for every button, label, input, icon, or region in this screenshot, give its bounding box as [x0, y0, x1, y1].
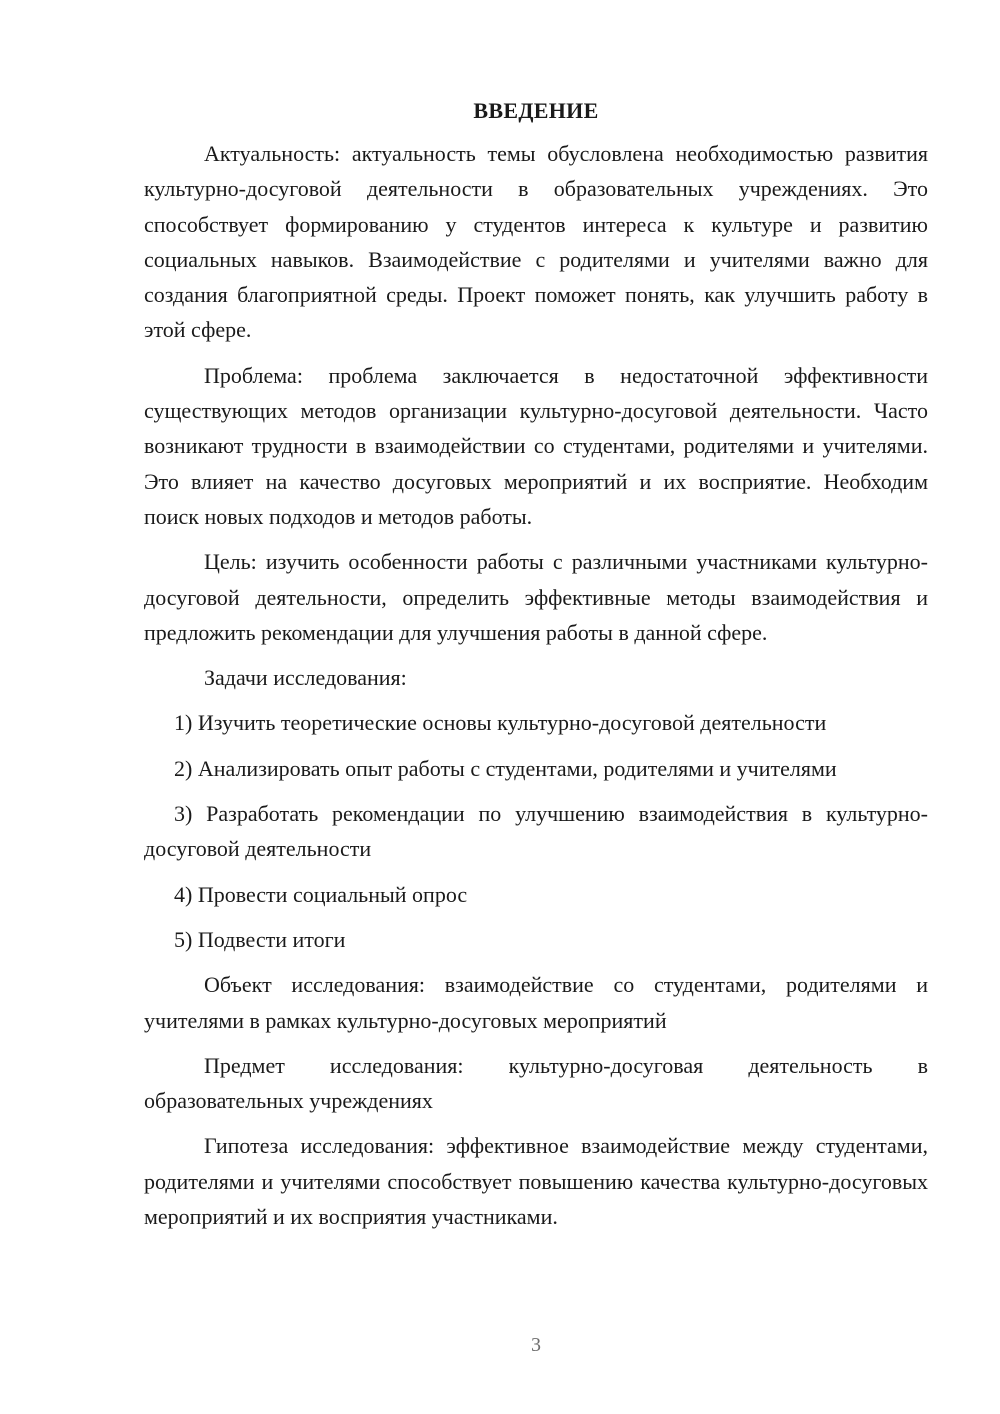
relevance-paragraph: Актуальность: актуальность темы обусловлена необходимостью развития культурно-досуговой деятельности в образовательных учреждениях. Это способствует формированию у студентов интереса к культуре и развитию социальных навыков. Взаимодействие с родителями и учителями важно для создания благоприятной среды. Проект поможет понять, как улучшить работу в этой сфере.: [144, 141, 928, 343]
task-item-2: 2) Анализировать опыт работы с студентами, родителями и учителями: [174, 755, 837, 781]
section-heading: ВВЕДЕНИЕ: [473, 98, 599, 123]
task-item-5: 5) Подвести итоги: [174, 926, 346, 952]
tasks-title: Задачи исследования:: [204, 665, 407, 691]
task-item-4: 4) Провести социальный опрос: [174, 881, 468, 907]
problem-paragraph: Проблема: проблема заключается в недостаточной эффективности существующих методов организации культурно-досуговой деятельности. Часто возникают трудности в взаимодействии со студентами, родителями и учителями. Это влияет на качество досуговых мероприятий и их восприятие. Необходим поиск новых подходов и методов работы.: [144, 362, 928, 529]
task-item-1: 1) Изучить теоретические основы культурно-досуговой деятельности: [174, 710, 827, 736]
task-item-3: 3) Разработать рекомендации по улучшению взаимодействия в культурно-досуговой деятельности: [144, 801, 928, 862]
page-number: 3: [531, 1334, 541, 1356]
object-paragraph: Объект исследования: взаимодействие со студентами, родителями и учителями в рамках культурно-досуговых мероприятий: [144, 972, 928, 1033]
subject-paragraph: Предмет исследования: культурно-досуговая деятельность в образовательных учреждениях: [144, 1052, 928, 1114]
goal-paragraph: Цель: изучить особенности работы с различными участниками культурно-досуговой деятельности, определить эффективные методы взаимодействия и предложить рекомендации для улучшения работы в данной сфере.: [144, 549, 928, 645]
hypothesis-paragraph: Гипотеза исследования: эффективное взаимодействие между студентами, родителями и учителями способствует повышению качества культурно-досуговых мероприятий и их восприятия участниками.: [144, 1133, 928, 1230]
document-page: [144, 94, 928, 1234]
